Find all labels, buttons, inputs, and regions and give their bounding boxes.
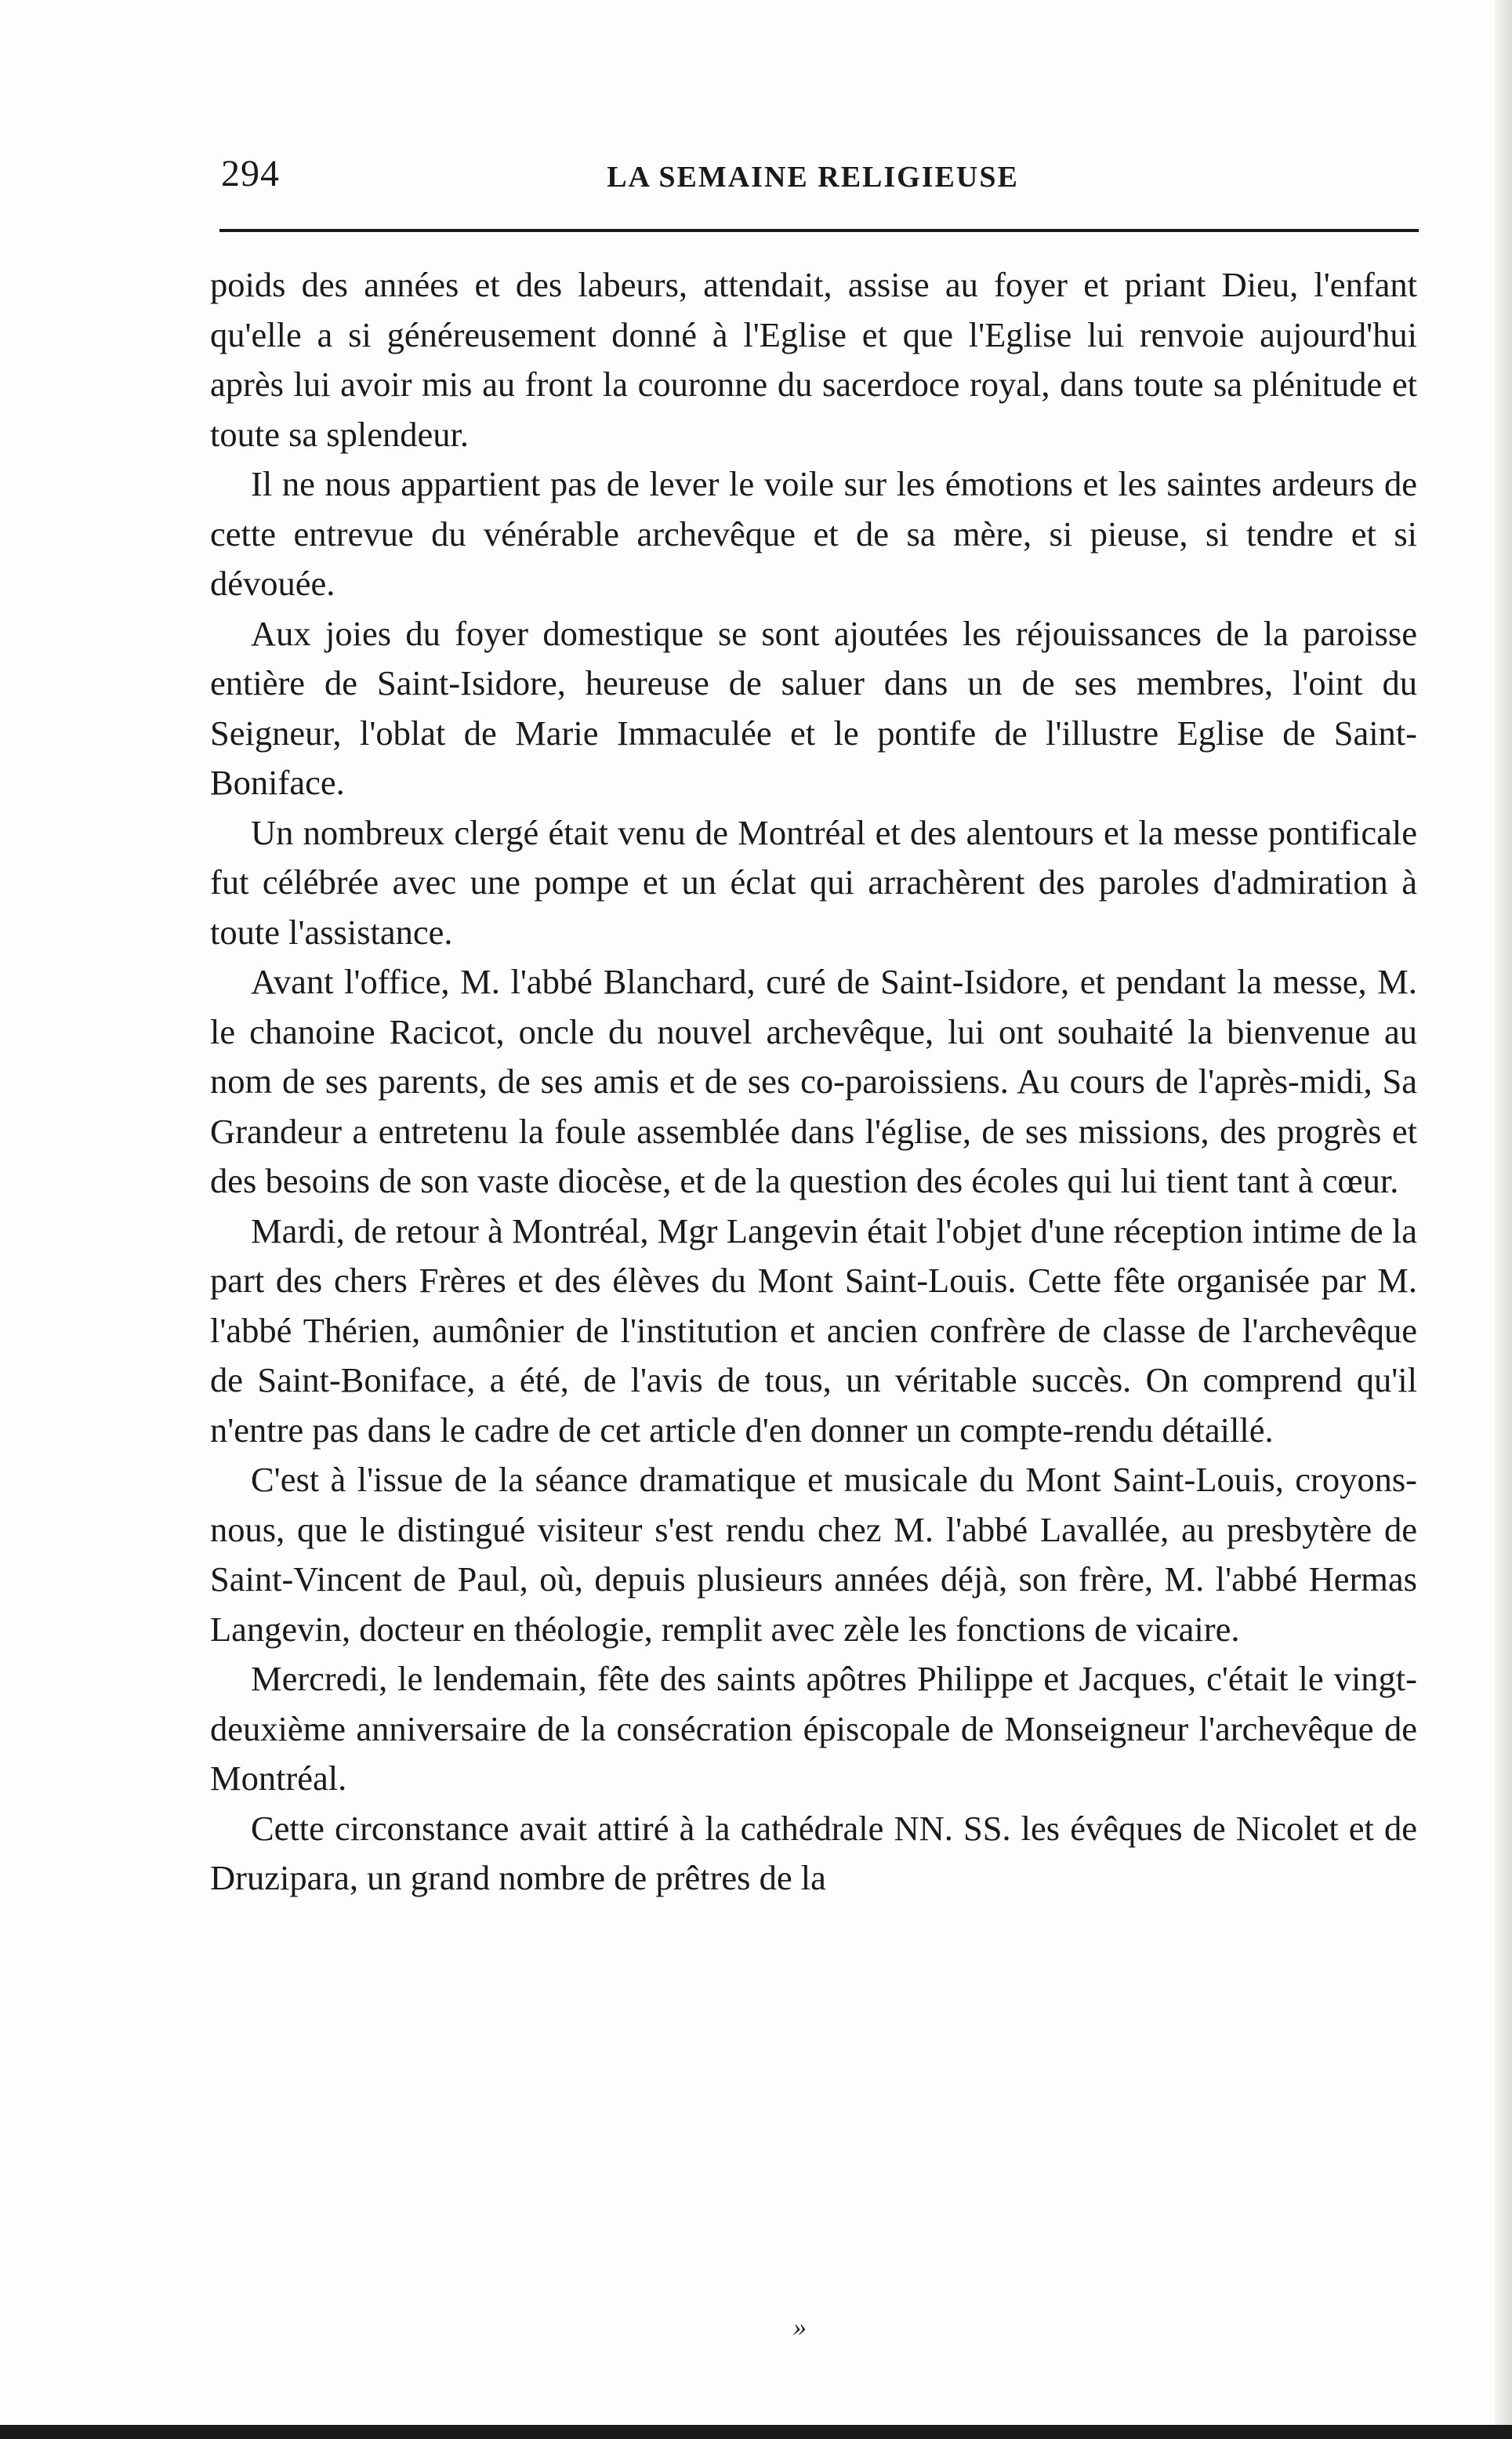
paragraph: Mercredi, le lendemain, fête des saints apôtres Philippe et Jacques, c'était le vingt-deuxième anniversaire de la consécration épiscopale de Monseigneur l'archevêque de Montréal. <box>210 1659 1417 1798</box>
folio-mark: » <box>793 2313 807 2342</box>
body-text <box>210 260 1417 1904</box>
running-title: LA SEMAINE RELIGIEUSE <box>607 161 1019 194</box>
paragraph: Un nombreux clergé était venu de Montréal et des alentours et la messe pontificale fut célébrée avec une pompe et un éclat qui arrachèrent des paroles d'admiration à toute l'assistance. <box>210 812 1417 952</box>
paragraph: Avant l'office, M. l'abbé Blanchard, curé de Saint-Isidore, et pendant la messe, M. le chanoine Racicot, oncle du nouvel archevêque, lui ont souhaité la bienvenue au nom de ses parents, de ses amis et de ses co-paroissiens. Au cours de l'après-midi, Sa Grandeur a entretenu la foule assemblée dans l'église, de ses missions, des progrès et des besoins de son vaste diocèse, et de la question des écoles qui lui tient tant à cœur. <box>210 962 1417 1200</box>
header-rule <box>219 229 1419 232</box>
paragraph: Il ne nous appartient pas de lever le voile sur les émotions et les saintes ardeurs de cette entrevue du vénérable archevêque et de sa mère, si pieuse, si tendre et si dévouée. <box>210 464 1417 603</box>
paragraph: poids des années et des labeurs, attendait, assise au foyer et priant Dieu, l'enfant qu'elle a si généreusement donné à l'Eglise et que l'Eglise lui renvoie aujourd'hui après lui avoir mis au front la couronne du sacerdoce royal, dans toute sa plénitude et toute sa splendeur. <box>210 265 1417 454</box>
paragraph: Aux joies du foyer domestique se sont ajoutées les réjouissances de la paroisse entière de Saint-Isidore, heureuse de saluer dans un de ses membres, l'oint du Seigneur, l'oblat de Marie Immaculée et le pontife de l'illustre Eglise de Saint-Boniface. <box>210 613 1417 802</box>
paragraph: Cette circonstance avait attiré à la cathédrale NN. SS. les évêques de Nicolet et de Druzipara, un grand nombre de prêtres de la <box>210 1808 1417 1897</box>
page-header <box>205 138 1420 201</box>
scan-bottom-edge <box>0 2425 1512 2439</box>
paragraph: C'est à l'issue de la séance dramatique et musicale du Mont Saint-Louis, croyons-nous, que le distingué visiteur s'est rendu chez M. l'abbé Lavallée, au presbytère de Saint-Vincent de Paul, où, depuis plusieurs années déjà, son frère, M. l'abbé Hermas Langevin, docteur en théologie, remplit avec zèle les fonctions de vicaire. <box>210 1460 1417 1649</box>
paragraph: Mardi, de retour à Montréal, Mgr Langevin était l'objet d'une réception intime de la part des chers Frères et des élèves du Mont Saint-Louis. Cette fête organisée par M. l'abbé Thérien, aumônier de l'institution et ancien confrère de classe de l'archevêque de Saint-Boniface, a été, de l'avis de tous, un véritable succès. On comprend qu'il n'entre pas dans le cadre de cet article d'en donner un compte-rendu détaillé. <box>210 1210 1417 1450</box>
page-number: 294 <box>221 153 280 194</box>
scan-edge-shadow <box>1495 0 1512 2439</box>
